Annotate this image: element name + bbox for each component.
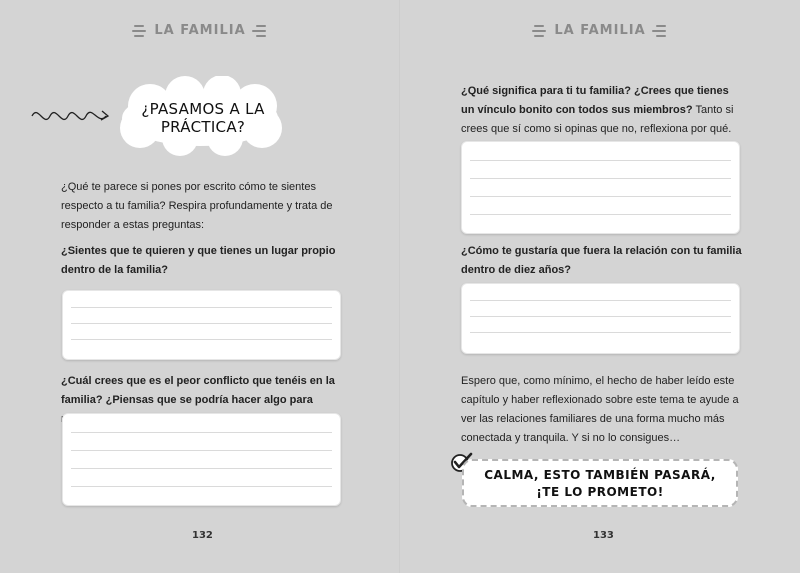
answer-box-3[interactable]: [461, 141, 740, 234]
intro-paragraph: ¿Qué te parece si pones por escrito cómo te sientes respecto a tu familia? Respira profundamente y trata de responder a estas preguntas:: [61, 181, 333, 231]
question-3-bold: ¿Qué significa para ti tu familia? ¿Crees que tienes un vínculo bonito con todos sus miembros?: [461, 85, 729, 116]
header-dashes-icon: [132, 25, 148, 40]
question-3: [461, 82, 741, 139]
header-title: LA FAMILIA: [554, 23, 646, 38]
running-header: [0, 21, 400, 39]
header-dashes-icon: [532, 25, 548, 40]
question-1: ¿Sientes que te quieren y que tienes un lugar propio dentro de la familia?: [61, 245, 336, 276]
page-number: 133: [593, 530, 614, 541]
calma-callout: [462, 459, 738, 507]
question-2: ¿Cuál crees que es el peor conflicto que tenéis en la familia? ¿Piensas que se podría hacer algo para: [61, 375, 335, 406]
question-3-rest: Tanto si crees que sí como si opinas que no, reflexiona por qué.: [461, 104, 734, 135]
running-header: [400, 21, 800, 39]
header-dashes-icon: [252, 25, 268, 40]
closing-paragraph: Espero que, como mínimo, el hecho de haber leído este capítulo y haber reflexionado sobre este tema te ayude a ver las relaciones familiares de una forma mucho más conectada y tranquila. Y si no lo consigues…: [461, 375, 739, 444]
answer-box-1[interactable]: [62, 290, 341, 360]
squiggle-arrow-icon: [30, 100, 112, 130]
calma-line-1: CALMA, ESTO TAMBIÉN PASARÁ,: [484, 468, 716, 482]
header-dashes-icon: [652, 25, 668, 40]
section-title: ¿PASAMOS A LA PRÁCTICA?: [141, 100, 265, 136]
answer-box-2[interactable]: [62, 413, 341, 506]
question-4: ¿Cómo te gustaría que fuera la relación con tu familia dentro de diez años?: [461, 245, 742, 276]
page-number: 132: [192, 530, 213, 541]
header-title: LA FAMILIA: [154, 23, 246, 38]
calma-line-2: ¡TE LO PROMETO!: [536, 485, 664, 499]
answer-box-4[interactable]: [461, 283, 740, 354]
